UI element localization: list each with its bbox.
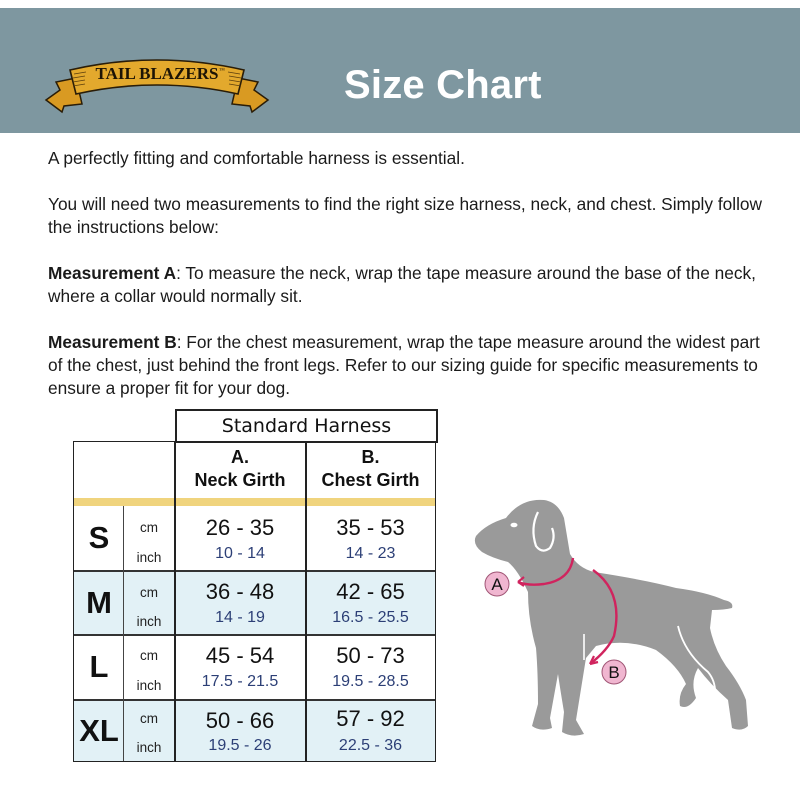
unit-cm: cm	[140, 711, 158, 726]
chest-cm: 50 - 73	[336, 643, 405, 668]
neck-inch: 19.5 - 26	[208, 737, 272, 754]
table-row-s	[74, 506, 435, 571]
column-headers	[74, 442, 435, 498]
standard-harness-header: Standard Harness	[175, 409, 438, 443]
dog-measurement-illustration	[466, 488, 786, 748]
chest-cm: 42 - 65	[336, 579, 405, 604]
header-banner	[0, 8, 800, 133]
marker-b	[602, 660, 626, 684]
measurement-a-label: Measurement A	[48, 263, 177, 283]
size-label: L	[89, 649, 109, 684]
unit-cm: cm	[140, 520, 158, 535]
neck-inch: 10 - 14	[215, 545, 265, 562]
unit-inch: inch	[136, 550, 162, 565]
neck-cm: 45 - 54	[205, 643, 275, 668]
measurement-b-text: : For the chest measurement, wrap the tape measure around the widest part of the chest, just behind the front legs. Refer to our sizing guide for specific measurements to ensure a proper fit for your dog.	[48, 332, 760, 398]
marker-a	[485, 572, 509, 596]
unit-cm: cm	[140, 585, 158, 600]
size-label: XL	[79, 713, 119, 748]
neck-girth-header	[175, 446, 305, 492]
table-row-m	[74, 571, 435, 635]
eye-detail	[511, 523, 518, 528]
size-label: S	[88, 520, 110, 555]
measurement-a-instructions	[48, 262, 768, 308]
unit-inch: inch	[136, 740, 162, 755]
neck-inch: 17.5 - 21.5	[201, 673, 279, 690]
intro-text	[48, 147, 768, 423]
svg-text:B: B	[608, 663, 620, 682]
table-row-xl	[74, 700, 435, 761]
row-divider	[74, 634, 435, 636]
size-table	[73, 441, 436, 762]
neck-cm: 26 - 35	[205, 515, 275, 540]
svg-text:A: A	[491, 575, 503, 594]
chest-inch: 16.5 - 25.5	[332, 609, 409, 626]
chest-inch: 14 - 23	[345, 545, 396, 562]
measurement-a-text: : To measure the neck, wrap the tape measure around the base of the neck, where a collar would normally sit.	[48, 263, 756, 306]
row-divider	[74, 570, 435, 572]
logo-text: TAIL BLAZERS	[95, 64, 219, 83]
intro-line-2: You will need two measurements to find the right size harness, neck, and chest. Simply follow the instructions below:	[48, 194, 763, 237]
unit-inch: inch	[136, 678, 162, 693]
unit-cm: cm	[140, 648, 158, 663]
trademark-symbol: ™	[219, 68, 225, 74]
chest-inch: 19.5 - 28.5	[332, 673, 409, 690]
page-title: Size Chart	[344, 63, 542, 107]
chest-inch: 22.5 - 36	[338, 737, 403, 754]
neck-girth-name: Neck Girth	[194, 470, 286, 490]
neck-girth-letter: A.	[231, 447, 249, 467]
dog-silhouette-icon	[475, 500, 748, 736]
chest-girth-header	[306, 446, 435, 492]
row-divider	[74, 699, 435, 701]
neck-cm: 36 - 48	[205, 579, 275, 604]
unit-inch: inch	[136, 614, 162, 629]
unit-divider	[123, 506, 124, 761]
intro-line-1: A perfectly fitting and comfortable harness is essential.	[48, 148, 465, 168]
header-stripe	[74, 498, 435, 506]
neck-cm: 50 - 66	[205, 708, 275, 733]
table-row-l	[74, 635, 435, 700]
neck-inch: 14 - 19	[215, 609, 265, 626]
column-divider	[305, 442, 307, 761]
measurement-b-label: Measurement B	[48, 332, 177, 352]
measurement-b-instructions	[48, 331, 768, 400]
size-label: M	[86, 585, 112, 620]
chest-cm: 57 - 92	[336, 706, 405, 731]
chest-girth-letter: B.	[361, 447, 380, 467]
chest-cm: 35 - 53	[336, 515, 405, 540]
tail-blazers-logo	[42, 52, 272, 114]
chest-girth-name: Chest Girth	[321, 470, 420, 490]
column-divider	[174, 442, 176, 761]
